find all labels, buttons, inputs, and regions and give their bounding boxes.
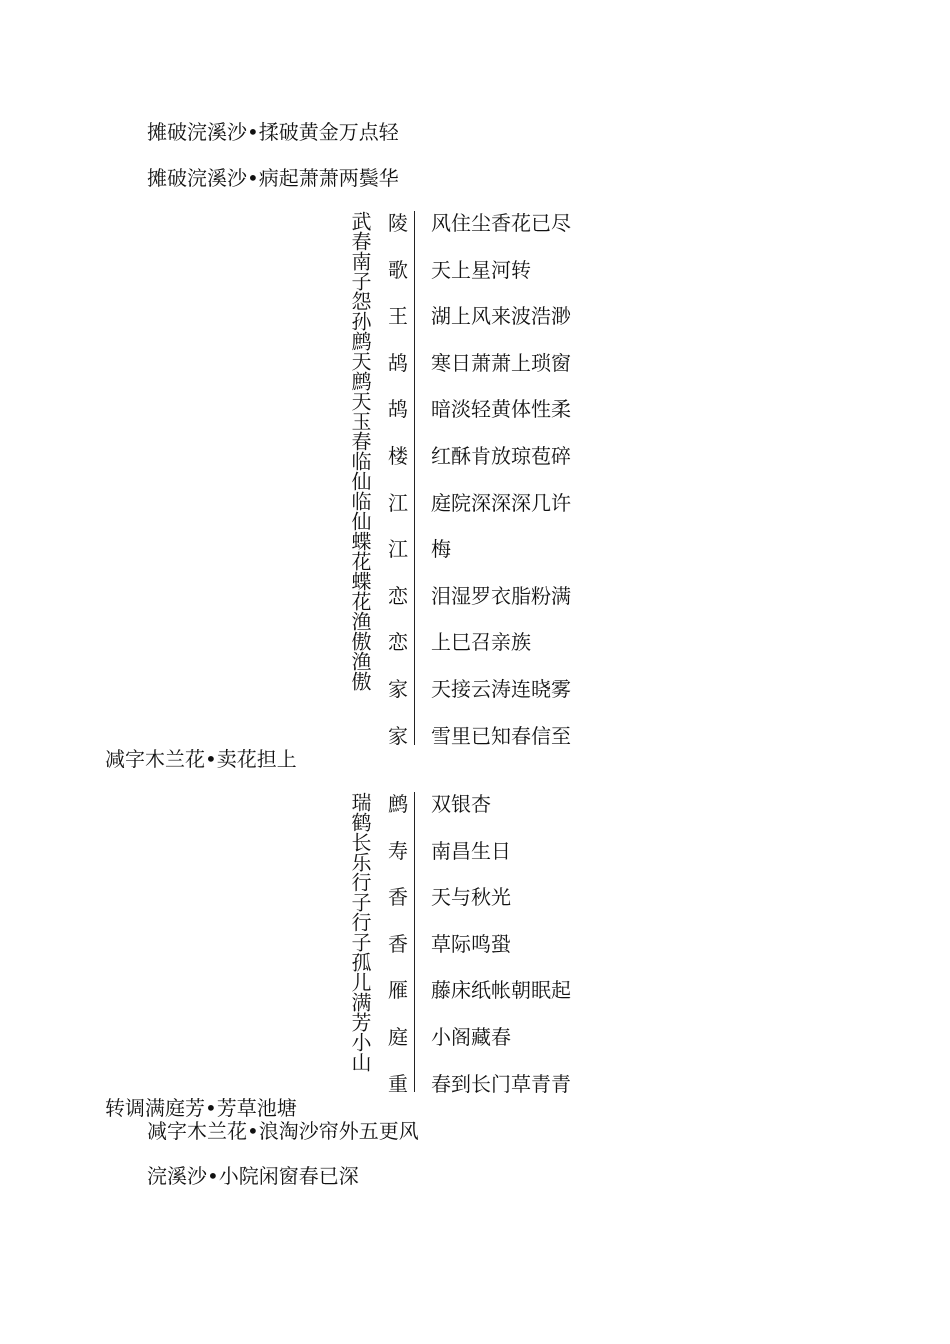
- divider-line: [414, 792, 415, 1092]
- first-lines-list: [431, 211, 571, 770]
- tune-char: 香: [388, 885, 408, 910]
- list-item: 藤床纸帐朝眠起: [431, 978, 571, 1003]
- vertical-tune-column: [388, 211, 412, 745]
- list-item: 风住尘香花已尽: [431, 211, 571, 235]
- poem-title-1: 摊破浣溪沙•揉破黄金万点轻: [147, 120, 399, 144]
- tune-char: 家: [388, 723, 408, 745]
- divider-line: [414, 211, 415, 745]
- tune-char: 鸪: [388, 397, 408, 422]
- poem-title-3: 减字木兰花•卖花担上: [105, 747, 297, 771]
- list-item: 天接云涛连晓雾: [431, 676, 571, 701]
- poem-title-6: 浣溪沙•小院闲窗春已深: [147, 1164, 359, 1188]
- list-item: 红酥肯放琼苞碎: [431, 443, 571, 468]
- tune-char: 王: [388, 304, 408, 329]
- tune-char: 江: [388, 490, 408, 515]
- tune-char: 重: [388, 1071, 408, 1092]
- tune-char: 寿: [388, 838, 408, 863]
- tune-char: 庭: [388, 1024, 408, 1049]
- poem-title-4: 转调满庭芳•芳草池塘: [105, 1096, 297, 1120]
- tune-char: 雁: [388, 978, 408, 1003]
- tune-char: 鸪: [388, 350, 408, 375]
- tune-char: 江: [388, 537, 408, 562]
- tune-char: 家: [388, 676, 408, 701]
- poem-title-2: 摊破浣溪沙•病起萧萧两鬓华: [147, 166, 399, 190]
- tune-char: 恋: [388, 630, 408, 655]
- vertical-title-column: 瑞鹤长乐行子行子孤儿满芳小山: [348, 792, 372, 1072]
- tune-char: 歌: [388, 257, 408, 282]
- tune-char: 陵: [388, 211, 408, 235]
- list-item: 梅: [431, 537, 451, 562]
- list-item: 泪湿罗衣脂粉满: [431, 583, 571, 608]
- list-item: 上巳召亲族: [431, 630, 531, 655]
- tune-char: 恋: [388, 583, 408, 608]
- tune-char: 香: [388, 931, 408, 956]
- first-lines-list: [431, 792, 571, 1118]
- vertical-tune-column: [388, 792, 412, 1092]
- list-item: 雪里已知春信至: [431, 723, 571, 748]
- tune-char: 鹧: [388, 792, 408, 816]
- list-item: 小阁藏春: [431, 1024, 511, 1049]
- list-item: 天与秋光: [431, 885, 511, 910]
- vertical-title-column: 武春南子怨孙鹧天鹧天玉春临仙临仙蝶花蝶花渔傲渔傲: [348, 211, 372, 691]
- list-item: 庭院深深深几许: [431, 490, 571, 515]
- poem-title-5: 减字木兰花•浪淘沙帘外五更风: [147, 1119, 419, 1143]
- list-item: 暗淡轻黄体性柔: [431, 397, 571, 422]
- list-item: 天上星河转: [431, 257, 531, 282]
- list-item: 南昌生日: [431, 838, 511, 863]
- list-item: 寒日萧萧上琐窗: [431, 350, 571, 375]
- tune-char: 楼: [388, 443, 408, 468]
- list-item: 湖上风来波浩渺: [431, 304, 571, 329]
- list-item: 草际鸣蛩: [431, 931, 511, 956]
- list-item: 双银杏: [431, 792, 491, 816]
- list-item: 春到长门草青青: [431, 1071, 571, 1096]
